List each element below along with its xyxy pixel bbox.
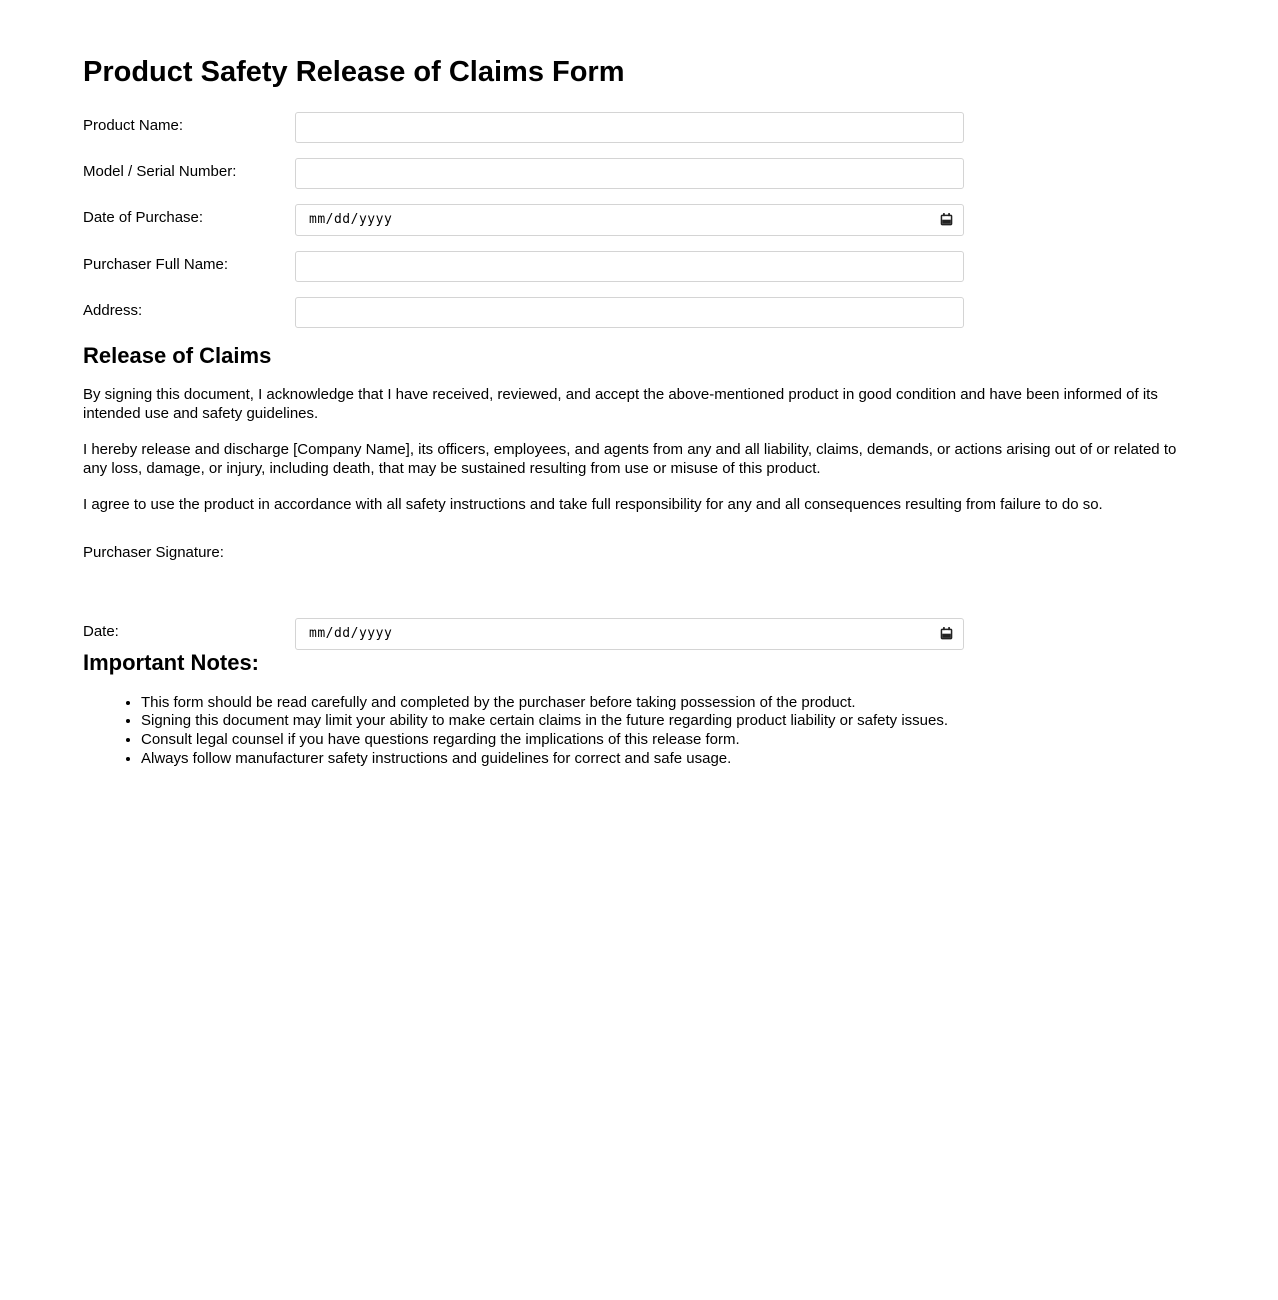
purchaser-name-label: Purchaser Full Name: bbox=[83, 255, 229, 273]
calendar-icon[interactable] bbox=[938, 626, 954, 642]
important-notes-list bbox=[83, 694, 1190, 768]
form-row-purchaser-name bbox=[83, 251, 1190, 282]
address-label: Address: bbox=[83, 301, 143, 319]
form-row-model-serial bbox=[83, 158, 1190, 189]
product-name-input[interactable] bbox=[295, 112, 964, 143]
release-of-claims-heading: Release of Claims bbox=[83, 342, 272, 368]
date-input[interactable] bbox=[295, 618, 964, 650]
note-item: • This form should be read carefully and completed by the purchaser before taking possession of the product. bbox=[141, 694, 1190, 713]
signature-space bbox=[83, 562, 1190, 618]
form-row-product-name bbox=[83, 112, 1190, 143]
calendar-icon[interactable] bbox=[938, 212, 954, 228]
release-paragraph-2: I hereby release and discharge [Company Name], its officers, employees, and agents from any and all liability, claims, demands, or actions arising out of or related to any loss, damage, or injury, including death, that may be sustained resulting from use or misuse of this product. bbox=[83, 440, 1177, 477]
release-of-claims-text bbox=[83, 385, 1190, 514]
form-row-date-of-purchase bbox=[83, 204, 1190, 236]
page-title: Product Safety Release of Claims Form bbox=[83, 56, 625, 88]
date-label: Date: bbox=[83, 622, 119, 640]
date-placeholder: mm/dd/yyyy bbox=[309, 626, 393, 642]
important-notes-heading: Important Notes: bbox=[83, 649, 259, 675]
product-name-label: Product Name: bbox=[83, 116, 184, 134]
date-of-purchase-label: Date of Purchase: bbox=[83, 208, 204, 226]
note-item: • Consult legal counsel if you have questions regarding the implications of this release form. bbox=[141, 731, 1190, 750]
release-paragraph-1: By signing this document, I acknowledge that I have received, reviewed, and accept the above-mentioned product in good condition and have been informed of its intended use and safety guidelines. bbox=[83, 385, 1158, 422]
note-item: • Always follow manufacturer safety instructions and guidelines for correct and safe usage. bbox=[141, 750, 1190, 769]
form-row-date bbox=[83, 618, 1190, 650]
model-serial-input[interactable] bbox=[295, 158, 964, 189]
form-row-address bbox=[83, 297, 1190, 328]
purchaser-name-input[interactable] bbox=[295, 251, 964, 282]
model-serial-label: Model / Serial Number: bbox=[83, 162, 237, 180]
address-input[interactable] bbox=[295, 297, 964, 328]
purchaser-signature-label: Purchaser Signature: bbox=[83, 543, 224, 561]
date-of-purchase-input[interactable] bbox=[295, 204, 964, 236]
date-of-purchase-placeholder: mm/dd/yyyy bbox=[309, 212, 393, 228]
release-paragraph-3: I agree to use the product in accordance with all safety instructions and take full responsibility for any and all consequences resulting from failure to do so. bbox=[83, 495, 1103, 513]
note-item: • Signing this document may limit your ability to make certain claims in the future regarding product liability or safety issues. bbox=[141, 712, 1190, 731]
